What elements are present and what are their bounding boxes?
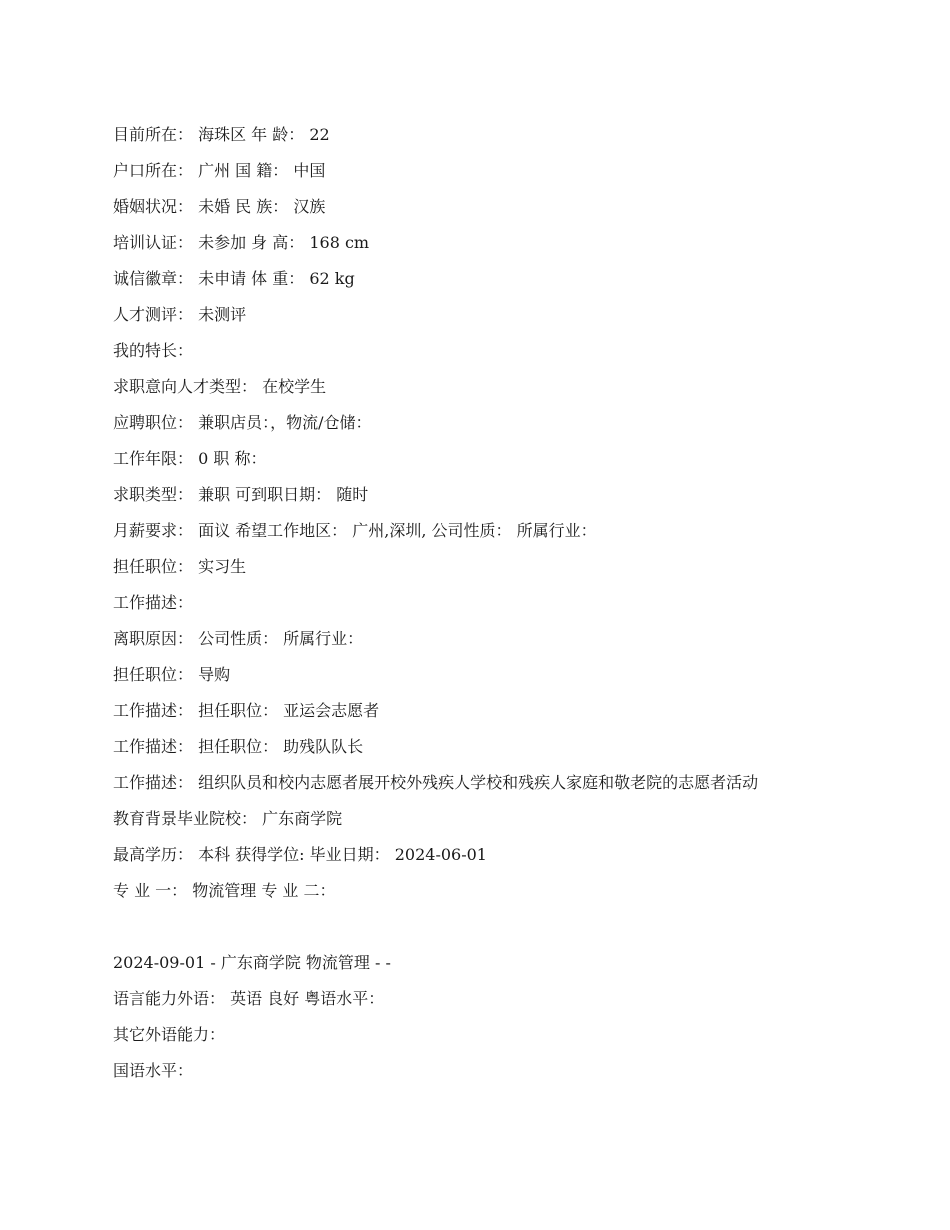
- work-years-title: 工作年限： 0 职 称：: [113, 449, 267, 468]
- position-disability-team-leader: 工作描述： 担任职位： 助残队队长: [113, 737, 364, 756]
- majors: 专 业 一： 物流管理 专 业 二：: [113, 881, 336, 900]
- applied-position: 应聘职位： 兼职店员：，物流/仓储：: [113, 413, 372, 432]
- resume-document: [113, 124, 843, 1096]
- position-asian-games-volunteer: 工作描述： 担任职位： 亚运会志愿者: [113, 701, 380, 720]
- training-height: 培训认证： 未参加 身 高： 168 cm: [113, 233, 370, 252]
- hukou-nationality: 户口所在： 广州 国 籍： 中国: [113, 161, 326, 180]
- position-shopping-guide: 担任职位： 导购: [113, 665, 231, 684]
- current-location-age: 目前所在： 海珠区 年 龄： 22: [113, 125, 330, 144]
- talent-assessment: 人才测评： 未测评: [113, 305, 247, 324]
- job-type-availability: 求职类型： 兼职 可到职日期： 随时: [113, 485, 369, 504]
- specialties: 我的特长：: [113, 341, 194, 360]
- education-period: 2024-09-01 - 广东商学院 物流管理 - -: [113, 953, 391, 972]
- position-intern: 担任职位： 实习生: [113, 557, 247, 576]
- integrity-weight: 诚信徽章： 未申请 体 重： 62 kg: [113, 269, 355, 288]
- language-foreign: 语言能力外语： 英语 良好 粤语水平：: [113, 989, 385, 1008]
- education-school: 教育背景毕业院校： 广东商学院: [113, 809, 343, 828]
- highest-degree: 最高学历： 本科 获得学位: 毕业日期： 2024-06-01: [113, 845, 487, 864]
- salary-region-industry: 月薪要求： 面议 希望工作地区： 广州,深圳, 公司性质： 所属行业：: [113, 521, 597, 540]
- marital-ethnicity: 婚姻状况： 未婚 民 族： 汉族: [113, 197, 326, 216]
- work-description: 工作描述：: [113, 593, 194, 612]
- job-intent-type: 求职意向人才类型： 在校学生: [113, 377, 327, 396]
- mandarin-level: 国语水平：: [113, 1061, 194, 1080]
- other-languages: 其它外语能力：: [113, 1025, 226, 1044]
- section-gap: [113, 916, 843, 952]
- leave-reason: 离职原因： 公司性质： 所属行业：: [113, 629, 364, 648]
- volunteer-activity-description: 工作描述： 组织队员和校内志愿者展开校外残疾人学校和残疾人家庭和敬老院的志愿者活动: [113, 773, 759, 792]
